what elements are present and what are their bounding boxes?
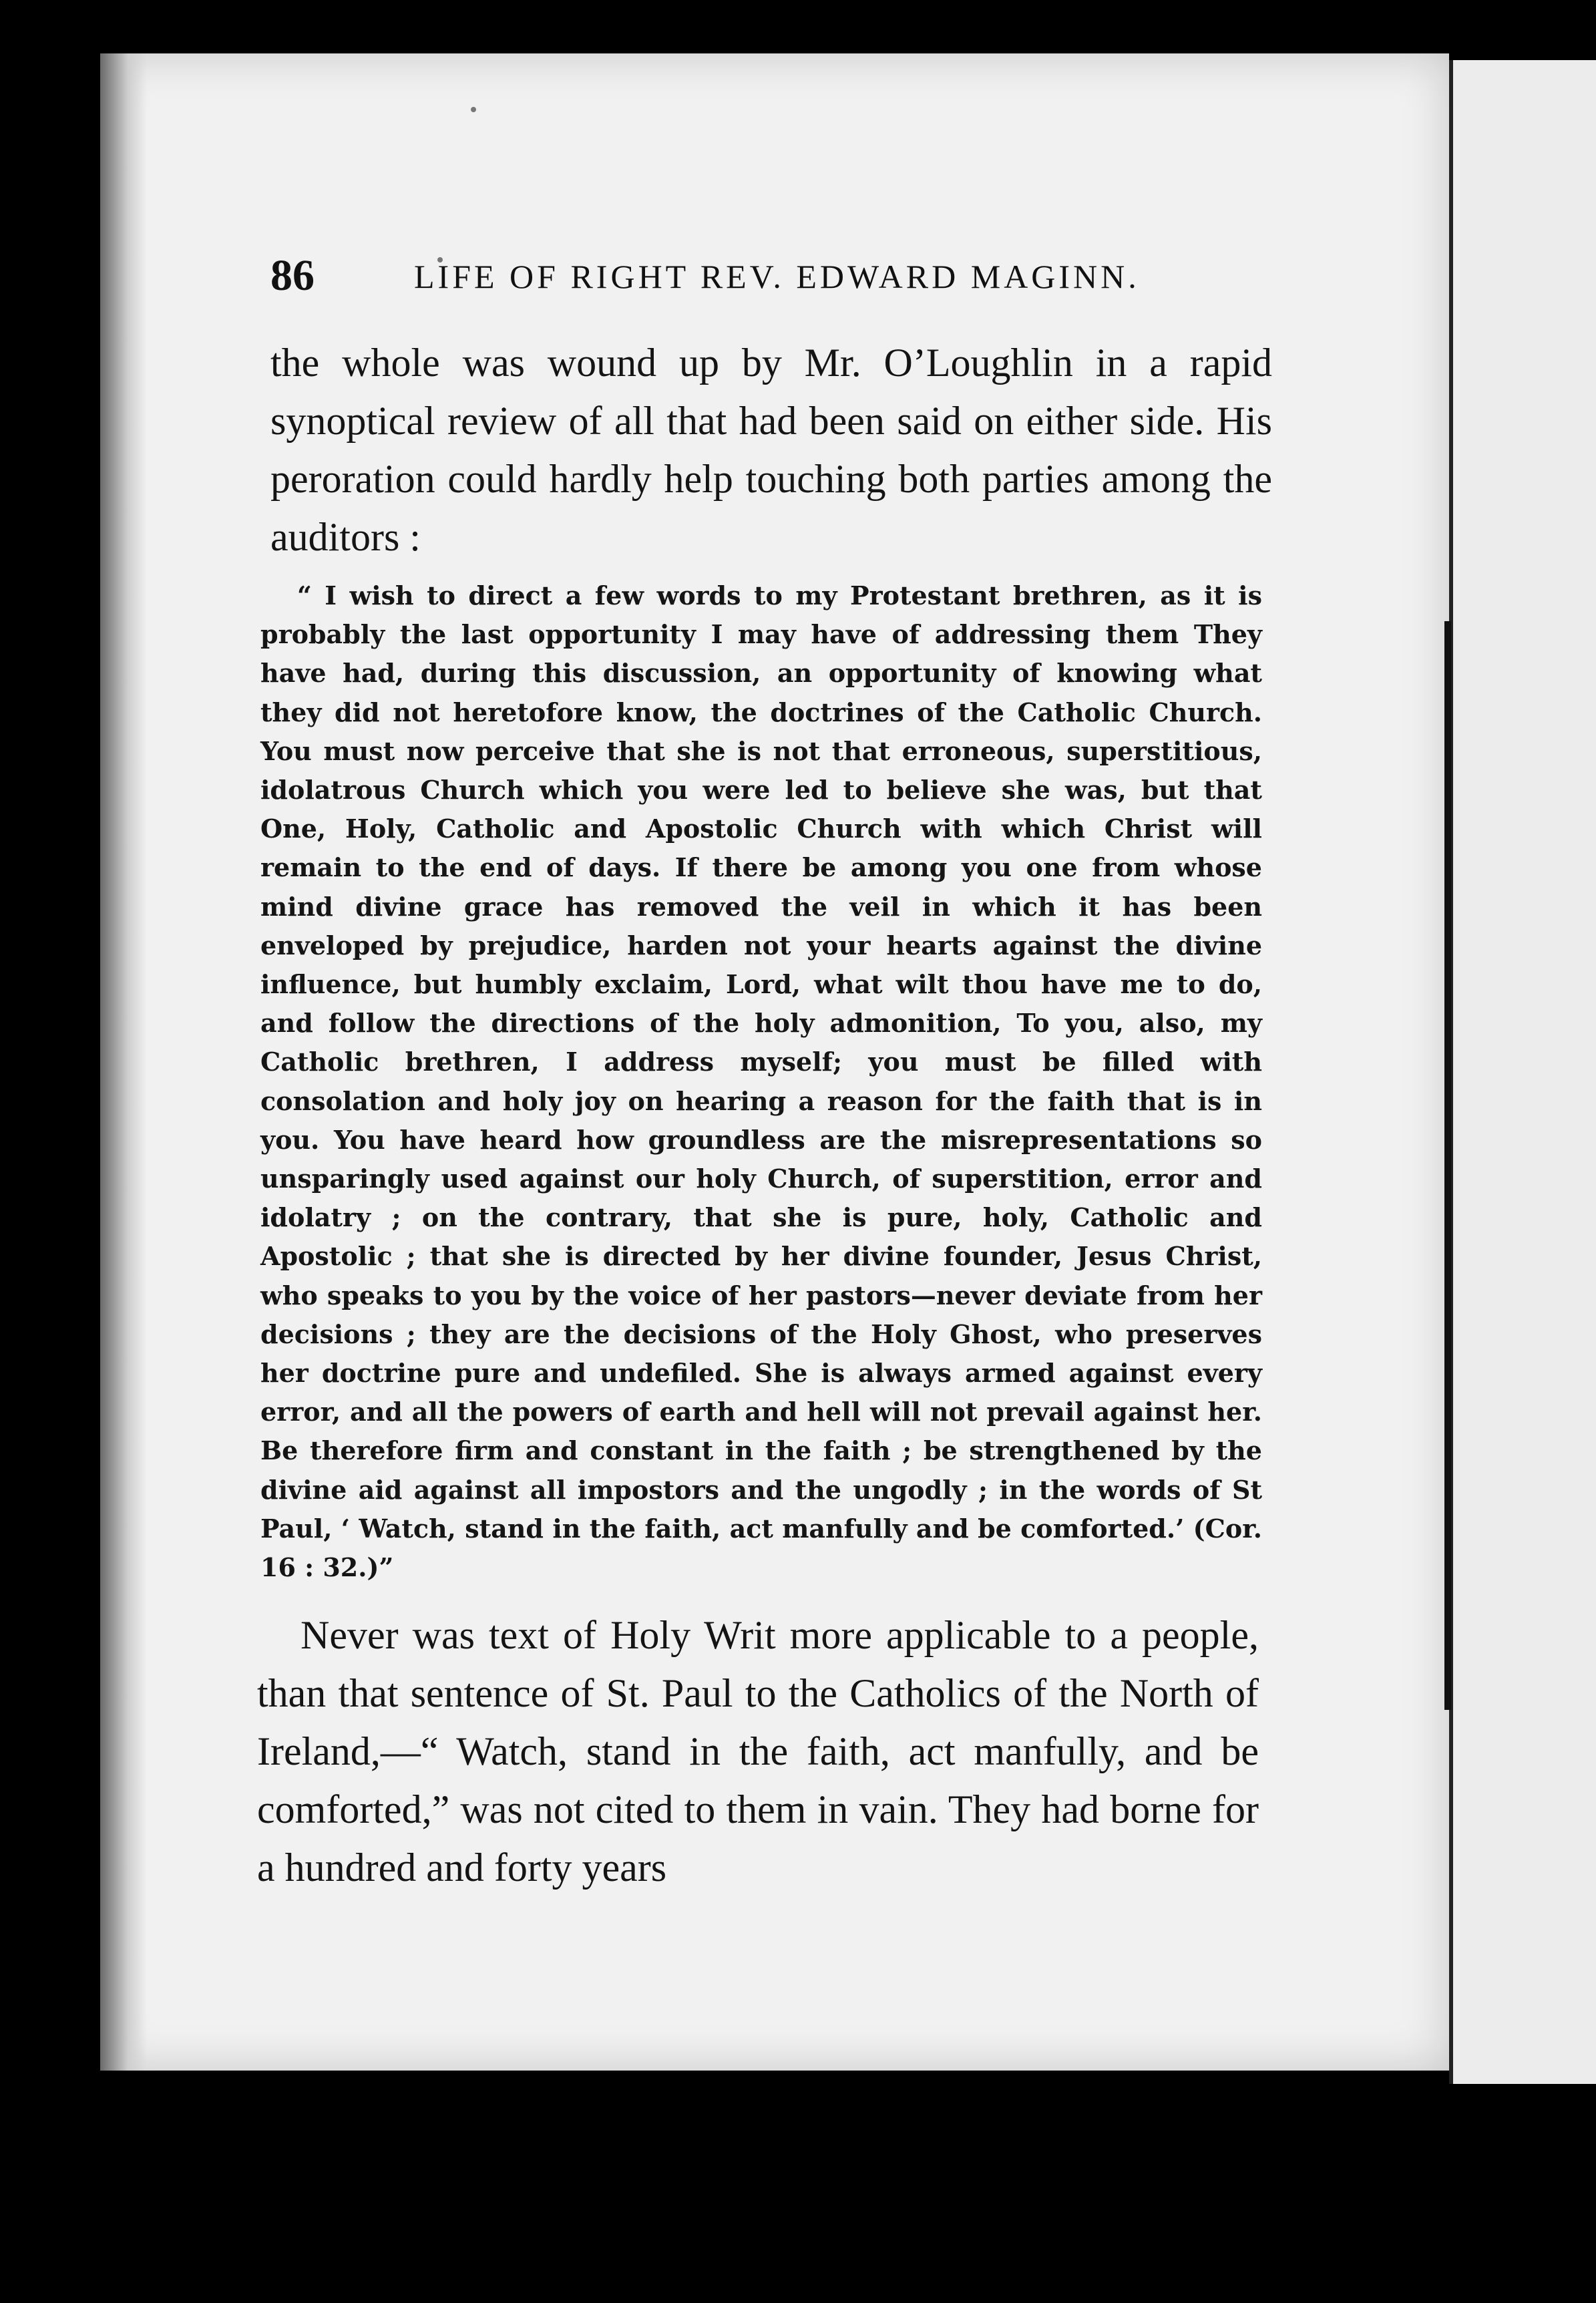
page-edge-shadow — [100, 53, 147, 2071]
body-paragraph-closing: Never was text of Holy Writ more applicable to a people, than that sentence of St. Paul to the Catholics of the North of Ireland,—“ Watch, stand in the faith, act manfully, and be comforted,” was not cited to them in vain. They had borne for a hundred and forty years — [257, 1613, 1259, 1890]
body-paragraph-opening: the whole was wound up by Mr. O’Loughlin in a rapid synoptical review of all that had been said on either side. His peroration could hardly help touching both parties among the auditors : — [270, 341, 1272, 559]
page-number: 86 — [270, 251, 315, 300]
scan-border — [0, 2084, 1596, 2303]
facing-page-edge — [1449, 60, 1596, 2084]
page-header — [270, 250, 1272, 304]
gutter-rule — [1444, 621, 1451, 1710]
speck — [471, 107, 476, 112]
block-quote: “ I wish to direct a few words to my Protestant brethren, as it is probably the last opportunity I may have of addressing them They have had, during this discussion, an opportunity of knowing what they did not heretofore know, the doctrines of the Catholic Church. You must now perceive that she is not that erroneous, superstitious, idolatrous Church which you were led to believe she was, but that One, Holy, Catholic and Apostolic Church with which Christ will remain to the end of days. If there be among you one from whose mind divine grace has removed the veil in which it has been enveloped by prejudice, harden not your hearts against the divine influence, but humbly exclaim, Lord, what wilt thou have me to do, and follow the directions of the holy admonition, To you, also, my Catholic brethren, I address myself; you must be filled with consolation and holy joy on hearing a reason for the faith that is in you. You have heard how groundless are the misrepresentations so unsparingly used against our holy Church, of superstition, error and idolatry ; on the contrary, that she is pure, holy, Catholic and Apostolic ; that she is directed by her divine founder, Jesus Christ, who speaks to you by the voice of her pastors—never deviate from her decisions ; they are the decisions of the Holy Ghost, who preserves her doctrine pure and undefiled. She is always armed against every error, and all the powers of earth and hell will not prevail against her. Be therefore firm and constant in the faith ; be strengthened by the divine aid against all impostors and the ungodly ; in the words of St Paul, ‘ Watch, stand in the faith, act manfully and be comforted.’ (Cor. 16 : 32.)” — [260, 580, 1262, 1583]
running-title: LIFE OF RIGHT REV. EDWARD MAGINN. — [414, 258, 1140, 295]
